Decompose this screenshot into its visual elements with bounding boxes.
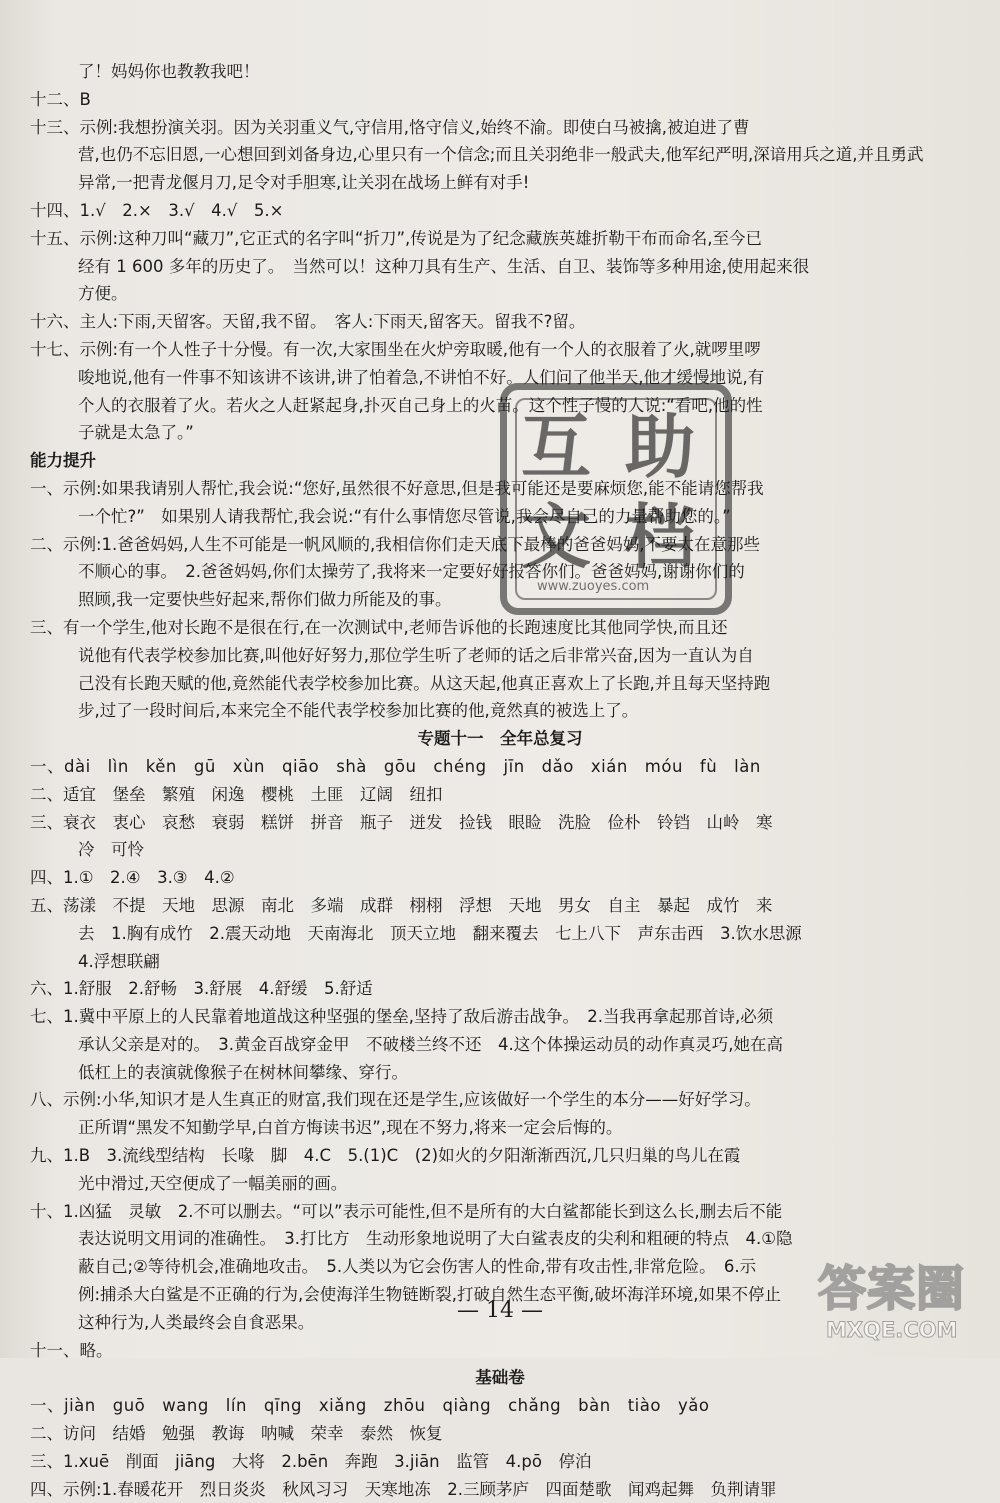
stamp-url: www.zuoyes.com bbox=[537, 579, 650, 594]
section-heading: 能力提升 bbox=[30, 451, 96, 471]
text-line: 十七、示例:有一个人性子十分慢。有一次,大家围坐在火炉旁取暖,他有一个人的衣服着了火,就啰里啰 bbox=[30, 339, 761, 359]
text-line: 四、示例:1.春暖花开 烈日炎炎 秋风习习 天寒地冻 2.三顾茅庐 四面楚歌 闻鸡起舞 负荆请罪 bbox=[30, 1479, 777, 1499]
watermark-brand: 答案圈 bbox=[818, 1261, 966, 1317]
text-line: 十一、略。 bbox=[30, 1340, 113, 1360]
text-line: 九、1.B 3.流线型结构 长喙 脚 4.C 5.(1)C (2)如火的夕阳渐渐西沉,几只归巢的鸟儿在霞 bbox=[30, 1146, 741, 1166]
text-line: 承认父亲是对的。 3.黄金百战穿金甲 不破楼兰终不还 4.这个体操运动员的动作真灵巧,她在高 bbox=[78, 1034, 783, 1054]
text-line: 十、1.凶猛 灵敏 2.不可以删去。“可以”表示可能性,但不是所有的大白鲨都能长到这么长,删去后不能 bbox=[30, 1201, 783, 1221]
stamp-char: 档 bbox=[625, 495, 695, 578]
text-line: 十三、示例:我想扮演关羽。因为关羽重义气,守信用,恪守信义,始终不渝。即使白马被擒,被迫进了曹 bbox=[30, 117, 750, 137]
text-line: 这种行为,人类最终会自食恶果。 bbox=[78, 1312, 315, 1332]
text-line: 十六、主人:下雨,天留客。天留,我不留。 客人:下雨天,留客天。留我不?留。 bbox=[30, 312, 586, 332]
stamp-char: 助 bbox=[625, 405, 695, 488]
stamp-seal bbox=[500, 383, 732, 615]
text-line: 不顺心的事。 2.爸爸妈妈,你们太操劳了,我将来一定要好好报答你们。爸爸妈妈,谢谢你们的 bbox=[78, 562, 745, 582]
text-line: 表达说明文用词的准确性。 3.打比方 生动形象地说明了大白鲨表皮的尖利和粗硬的特点 4.①隐 bbox=[78, 1229, 793, 1249]
text-line: 二、访问 结婚 勉强 教诲 呐喊 荣幸 泰然 恢复 bbox=[30, 1424, 443, 1444]
section-title: 专题十一 全年总复习 bbox=[417, 729, 583, 749]
text-line: 唆地说,他有一件事不知该讲不该讲,讲了怕着急,不讲怕不好。人们问了他半天,他才缓慢地说,有 bbox=[78, 367, 765, 387]
text-line: 异常,一把青龙偃月刀,足令对手胆寒,让关羽在战场上鲜有对手! bbox=[78, 173, 530, 193]
text-line: 经有 1 600 多年的历史了。 当然可以！这种刀具有生产、生活、自卫、装饰等多种用途,使用起来很 bbox=[78, 256, 810, 276]
text-line: 一、jiàn guō wang lín qīng xiǎng zhōu qiàng chǎng bàn tiào yǎo bbox=[30, 1396, 710, 1416]
text-line: 例:捕杀大白鲨是不正确的行为,会使海洋生物链断裂,打破自然生态平衡,破坏海洋环境,如果不停止 bbox=[78, 1285, 782, 1305]
text-line: 十二、B bbox=[30, 89, 91, 109]
text-line: 正所谓“黑发不知勤学早,白首方悔读书迟”,现在不努力,将来一定会后悔的。 bbox=[78, 1118, 623, 1138]
text-line: 子就是太急了。” bbox=[78, 423, 194, 443]
text-line: 十五、示例:这种刀叫“藏刀”,它正式的名字叫“折刀”,传说是为了纪念藏族英雄折勒干布而命名,至今已 bbox=[30, 228, 762, 248]
text-line: 五、荡漾 不提 天地 思源 南北 多端 成群 栩栩 浮想 天地 男女 自主 暴起 成竹 来 bbox=[30, 895, 773, 915]
watermark-logo bbox=[812, 1246, 990, 1350]
text-line: 一、示例:如果我请别人帮忙,我会说:“您好,虽然很不好意思,但是我可能还是要麻烦您,能不能请您帮我 bbox=[30, 478, 764, 498]
text-line: 光中滑过,天空便成了一幅美丽的画。 bbox=[78, 1173, 348, 1193]
text-line: 三、衰衣 衷心 哀愁 衰弱 糕饼 拼音 瓶子 迸发 捡钱 眼睑 洗脸 俭朴 铃铛 山岭 寒 bbox=[30, 812, 773, 832]
text-line: 十四、1.√ 2.× 3.√ 4.√ 5.× bbox=[30, 200, 284, 220]
stamp-char: 互 bbox=[521, 405, 591, 488]
text-line: 个人的衣服着了火。若火之人赶紧起身,扑灭自己身上的火苗。这个性子慢的人说:“看吧,他的性 bbox=[78, 395, 763, 415]
text-line: 己没有长跑天赋的他,竟然能代表学校参加比赛。从这天起,他真正喜欢上了长跑,并且每天坚持跑 bbox=[78, 673, 771, 693]
text-line: 低杠上的表演就像猴子在树林间攀缘、穿行。 bbox=[78, 1062, 408, 1082]
text-line: 三、有一个学生,他对长跑不是很在行,在一次测试中,老师告诉他的长跑速度比其他同学快,而且还 bbox=[30, 617, 728, 637]
page-number: — 14 — bbox=[457, 1298, 543, 1323]
text-line: 步,过了一段时间后,本来完全不能代表学校参加比赛的他,竟然真的被选上了。 bbox=[78, 701, 639, 721]
text-line: 三、1.xuē 削面 jiāng 大将 2.bēn 奔跑 3.jiān 监管 4.pō 停泊 bbox=[30, 1451, 592, 1471]
text-line: 六、1.舒服 2.舒畅 3.舒展 4.舒缓 5.舒适 bbox=[30, 979, 373, 999]
text-line: 方便。 bbox=[78, 284, 128, 304]
watermark-site: MXQE.COM bbox=[826, 1318, 958, 1342]
text-line: 蔽自己;②等待机会,准确地攻击。 5.人类以为它会伤害人的性命,带有攻击性,非常危险。 6.示 bbox=[78, 1257, 757, 1277]
section-title: 基础卷 bbox=[475, 1368, 525, 1388]
text-line: 说他有代表学校参加比赛,叫他好好努力,那位学生听了老师的话之后非常兴奋,因为一直认为自 bbox=[78, 645, 754, 665]
text-line: 照顾,我一定要快些好起来,帮你们做力所能及的事。 bbox=[78, 590, 452, 610]
text-line: 四、1.① 2.④ 3.③ 4.② bbox=[30, 868, 235, 888]
text-line: 一个忙?” 如果别人请我帮忙,我会说:“有什么事情您尽管说,我会尽自己的力量帮助您的。” bbox=[78, 506, 731, 526]
text-line: 七、1.冀中平原上的人民靠着地道战这种坚强的堡垒,坚持了敌后游击战争。 2.当我再拿起那首诗,必须 bbox=[30, 1007, 774, 1027]
text-line: 了！妈妈你也教教我吧！ bbox=[78, 62, 260, 81]
text-line: 营,也仍不忘旧恩,一心想回到刘备身边,心里只有一个信念;而且关羽绝非一般武夫,他军纪严明,深谙用兵之道,并且勇武 bbox=[78, 145, 924, 165]
text-line: 冷 可怜 bbox=[78, 840, 144, 860]
stamp-char: 文 bbox=[521, 495, 591, 578]
text-line: 4.浮想联翩 bbox=[78, 951, 160, 971]
text-line: 八、示例:小华,知识才是人生真正的财富,我们现在还是学生,应该做好一个学生的本分——好好学习。 bbox=[30, 1090, 761, 1110]
text-line: 去 1.胸有成竹 2.震天动地 天南海北 顶天立地 翻来覆去 七上八下 声东击西 3.饮水思源 bbox=[78, 923, 802, 943]
text-line: 二、示例:1.爸爸妈妈,人生不可能是一帆风顺的,我相信你们走天底下最棒的爸爸妈妈,不要太在意那些 bbox=[30, 534, 761, 554]
text-line: 一、dài lìn kěn gū xùn qiāo shà gōu chéng jīn dǎo xián móu fù làn bbox=[30, 756, 761, 776]
text-line: 二、适宜 堡垒 繁殖 闲逸 樱桃 土匪 辽阔 纽扣 bbox=[30, 784, 443, 804]
